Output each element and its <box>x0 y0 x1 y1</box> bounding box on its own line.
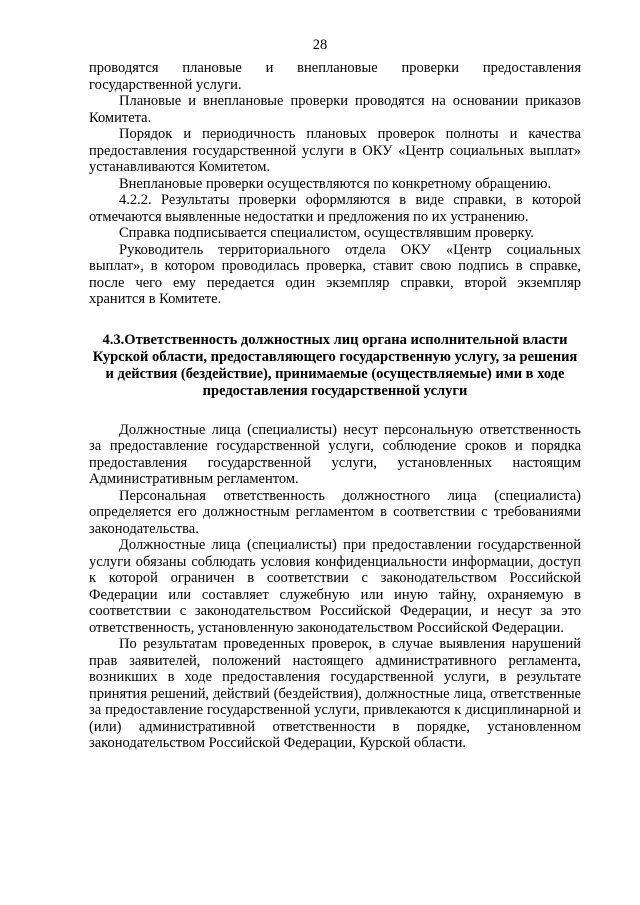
paragraph-report-signature: Справка подписывается специалистом, осуществлявшим проверку. <box>119 225 534 241</box>
section-heading: 4.3.Ответственность должностных лиц органа исполнительной власти Курской области, предоставляющего государственную услугу, за решения и действия (бездействие), принимаемые (осуществляемые) ими в ходе предоставления государственной услуги <box>92 331 578 399</box>
paragraph-continuation: проводятся плановые и внеплановые проверки предоставления государственной услуги. <box>89 60 581 93</box>
paragraph-job-regulation: Персональная ответственность должностного лица (специалиста) определяется его должностным регламентом в соответствии с требованиями законодательства. <box>89 487 581 537</box>
paragraph-personal-responsibility: Должностные лица (специалисты) несут персональную ответственность за предоставление государственной услуги, соблюдение сроков и порядка предоставления государственной услуги, установленных настоящим Административным регламентом. <box>89 421 581 487</box>
paragraph-violations: По результатам проведенных проверок, в случае выявления нарушений прав заявителей, положений настоящего административного регламента, возникших в ходе предоставления государственной услуги, в результате принятия решений, действий (бездействия), должностные лица, ответственные за предоставление государственной услуги, привлекаются к дисциплинарной и (или) административной ответственности в порядке, установленном законодательством Российской Федерации, Курской области. <box>89 636 581 751</box>
page-number: 28 <box>312 37 328 53</box>
paragraph-check-procedure: Порядок и периодичность плановых проверок полноты и качества предоставления государственной услуги в ОКУ «Центр социальных выплат» устанавливаются Комитетом. <box>89 126 581 175</box>
document-body <box>89 60 581 752</box>
paragraph-department-head: Руководитель территориального отдела ОКУ «Центр социальных выплат», в котором проводилась проверка, ставит свою подпись в справке, после чего ему передается один экземпляр справки, второй экземпляр хранится в Комитете. <box>89 241 581 307</box>
paragraph-confidentiality: Должностные лица (специалисты) при предоставлении государственной услуги обязаны соблюдать условия конфиденциальности информации, доступ к которой ограничен в соответствии с законодательством Российской Федерации или составляет служебную или иную тайну, охраняемую в соответствии с законодательством Российской Федерации, и несут за это ответственность, установленную законодательством Российской Федерации. <box>89 537 581 636</box>
paragraph-check-results: 4.2.2. Результаты проверки оформляются в виде справки, в которой отмечаются выявленные недостатки и предложения по их устранению. <box>89 192 581 225</box>
paragraph-unplanned-checks: Внеплановые проверки осуществляются по конкретному обращению. <box>119 175 552 192</box>
paragraph-planned-checks: Плановые и внеплановые проверки проводятся на основании приказов Комитета. <box>89 93 581 126</box>
